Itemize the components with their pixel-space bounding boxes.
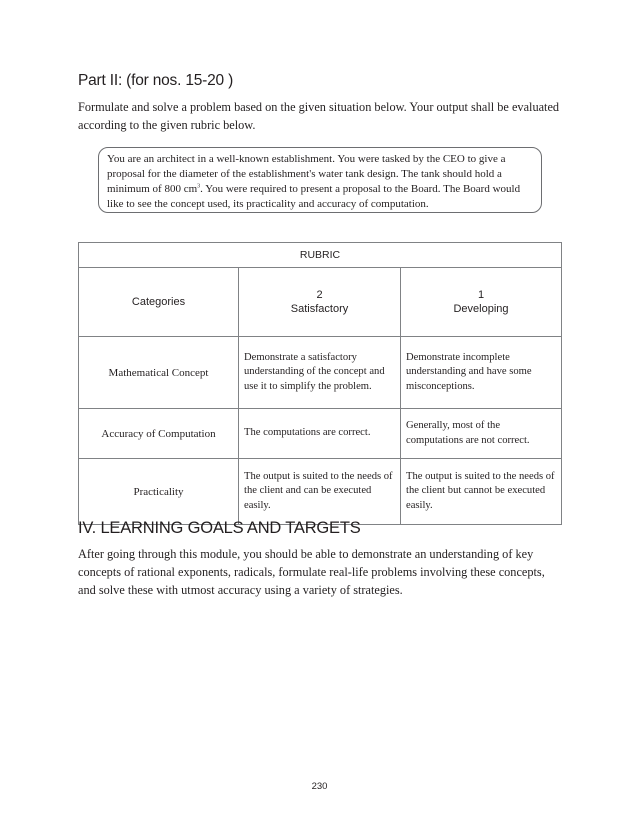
- header-developing-label: Developing: [453, 303, 509, 315]
- header-satisfactory-label: Satisfactory: [290, 303, 349, 315]
- section-body: After going through this module, you should be able to demonstrate an understanding of key concepts of rational exponents, radicals, formulate real-life problems involving these concepts, and solve these with utmost accuracy using a variety of strategies.: [78, 547, 545, 597]
- header-developing: [401, 268, 562, 337]
- header-satisfactory-score: 2: [316, 289, 323, 301]
- cubic-exponent: 3: [197, 183, 201, 190]
- scenario-text-continued: . You were required to present a proposal to the Board. The Board would like to see the concept used, its practicality and accuracy of computation.: [107, 183, 521, 210]
- page-number: 230: [311, 781, 328, 792]
- developing-cell: Generally, most of the computations are not correct.: [401, 409, 562, 459]
- satisfactory-cell: The computations are correct.: [239, 409, 401, 459]
- part-instructions: Formulate and solve a problem based on the given situation below. Your output shall be evaluated according to the given rubric below.: [78, 100, 560, 132]
- category-cell: Practicality: [79, 459, 239, 525]
- category-cell: Accuracy of Computation: [79, 409, 239, 459]
- scenario-box: [98, 147, 542, 213]
- satisfactory-cell: The output is suited to the needs of the client and can be executed easily.: [239, 459, 401, 525]
- scenario-text: You are an architect in a well-known establishment. You were tasked by the CEO to give a proposal for the diameter of the establishment's water tank design. The tank should hold a minimum of 800 cm: [107, 153, 506, 195]
- section-heading: IV. LEARNING GOALS AND TARGETS: [78, 519, 361, 537]
- table-row: [79, 409, 562, 459]
- table-row: [79, 459, 562, 525]
- developing-cell: Demonstrate incomplete understanding and have some misconceptions.: [401, 337, 562, 409]
- satisfactory-cell: Demonstrate a satisfactory understanding of the concept and use it to simplify the problem.: [239, 337, 401, 409]
- header-categories-label: Categories: [131, 296, 186, 308]
- header-developing-score: 1: [477, 289, 485, 301]
- part-title: Part II: (for nos. 15-20 ): [78, 72, 234, 89]
- rubric-table: [78, 242, 562, 525]
- header-satisfactory: [239, 268, 401, 337]
- table-row: [79, 337, 562, 409]
- rubric-title: RUBRIC: [79, 243, 562, 268]
- header-categories: [79, 268, 239, 337]
- developing-cell: The output is suited to the needs of the client but cannot be executed easily.: [401, 459, 562, 525]
- category-cell: Mathematical Concept: [79, 337, 239, 409]
